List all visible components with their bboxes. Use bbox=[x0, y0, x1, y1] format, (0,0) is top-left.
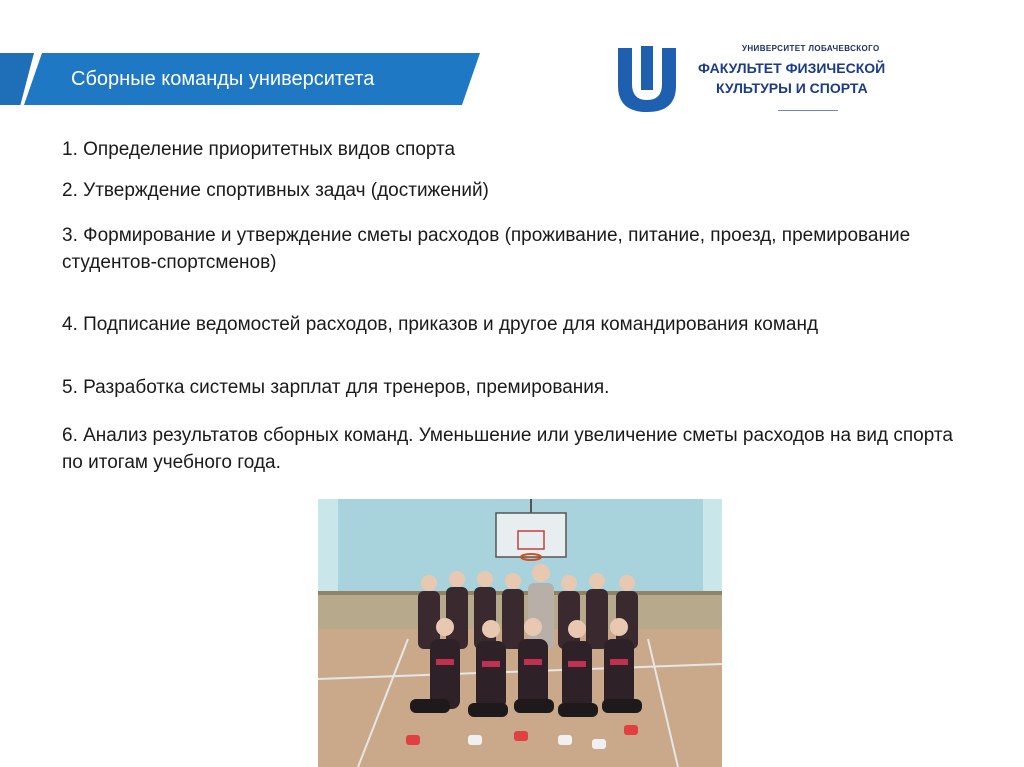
team-photo bbox=[318, 499, 722, 767]
university-logo-icon bbox=[614, 44, 680, 114]
logo-faculty-line2: КУЛЬТУРЫ И СПОРТА bbox=[716, 80, 868, 96]
list-item: 3. Формирование и утверждение сметы расходов (проживание, питание, проезд, премирование студентов-спортсменов) bbox=[62, 225, 911, 273]
list-item: 2. Утверждение спортивных задач (достижений) bbox=[62, 180, 489, 201]
logo-university-text: УНИВЕРСИТЕТ ЛОБАЧЕВСКОГО bbox=[742, 44, 880, 53]
list-item: 1. Определение приоритетных видов спорта bbox=[62, 139, 456, 160]
list-item: 4. Подписание ведомостей расходов, приказов и другое для командирования команд bbox=[62, 314, 819, 335]
page-title: Сборные команды университета bbox=[71, 68, 375, 90]
list-item: 5. Разработка системы зарплат для тренеров, премирования. bbox=[62, 377, 610, 398]
logo-faculty-line1: ФАКУЛЬТЕТ ФИЗИЧЕСКОЙ bbox=[698, 60, 886, 76]
logo-underline bbox=[778, 110, 838, 111]
list-item: 6. Анализ результатов сборных команд. Уменьшение или увеличение сметы расходов на вид спорта по итогам учебного года. bbox=[62, 425, 953, 473]
